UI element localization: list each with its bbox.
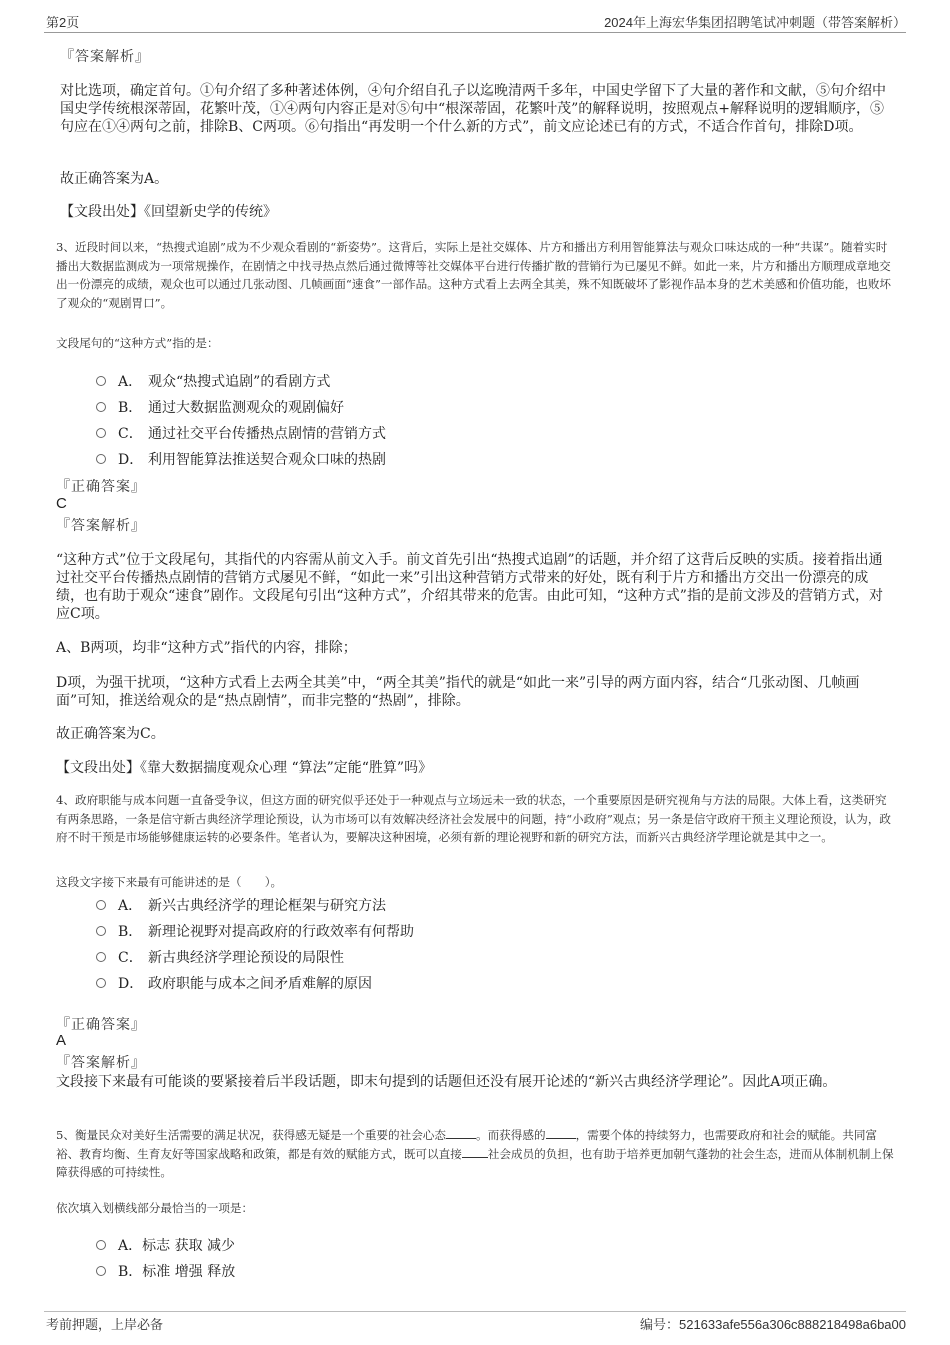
q3-option-d[interactable] [96,449,386,469]
document-title: 2024年上海宏华集团招聘笔试冲刺题（带答案解析） [604,15,906,30]
blank-3 [462,1146,488,1158]
q3-source: 【文段出处】《靠大数据揣度观众心理 “算法”定能“胜算”吗》 [56,760,433,776]
q3-option-a[interactable] [96,371,330,391]
footer-slogan: 考前押题，上岸必备 [46,1318,164,1333]
q4-option-d[interactable] [96,973,372,993]
radio-icon[interactable] [96,1266,106,1276]
radio-icon[interactable] [96,1240,106,1250]
q5-option-a[interactable] [96,1235,235,1255]
radio-icon[interactable] [96,376,106,386]
q5-stem-part: ，需要个体的持续努力，也需要政府和社会的赋能。共同富裕、教育均衡、生育友好等国家战略和政策，都是有效的赋能方式，既可以直接 [56,1128,878,1161]
option-letter: B． [118,1264,143,1280]
q3-answer: C [56,495,67,512]
radio-icon[interactable] [96,454,106,464]
footer-divider [44,1311,906,1312]
radio-icon[interactable] [96,402,106,412]
option-letter: C． [118,426,143,442]
q4-option-b[interactable] [96,921,414,941]
q3-conclusion: 故正确答案为C。 [56,726,165,742]
q4-stem: 4、政府职能与成本问题一直备受争议，但这方面的研究似乎还处于一种观点与立场远未一致的状态，一个重要原因是研究视角与方法的局限。大体上看，这类研究有两条思路，一条是信守新古典经济学理论预设，认为市场可以有效解决经济社会发展中的问题，持“小政府”观点；另一条是信守政府干预主义理论预设，认为，政府不时干预是市场能够健康运转的必要条件。笔者认为，要解决这种困境，必须有新的理论视野和新的研究方法，而新兴古典经济学理论就是其中之一。 [56,793,892,844]
q2-conclusion: 故正确答案为A。 [60,171,169,187]
document-id: 编号：521633afe556a306c888218498a6ba00 [639,1317,906,1332]
q5-question: 依次填入划横线部分最恰当的一项是： [56,1201,254,1215]
q4-analysis: 文段接下来最有可能谈的要紧接着后半段话题，即末句提到的话题但还没有展开论述的“新兴古典经济学理论”。因此A项正确。 [56,1074,837,1090]
radio-icon[interactable] [96,900,106,910]
option-letter: A． [118,1238,143,1254]
q5-stem-part: 。而获得感的 [475,1128,546,1142]
q3-analysis-2: A、B两项，均非“这种方式”指代的内容，排除； [56,640,357,656]
q3-question: 文段尾句的“这种方式”指的是： [56,336,219,350]
option-text: 观众“热搜式追剧”的看剧方式 [148,374,331,390]
option-letter: C． [118,950,143,966]
option-letter: B． [118,400,143,416]
option-text: 新兴古典经济学的理论框架与研究方法 [148,898,386,914]
q4-answer: A [56,1032,67,1049]
page-number: 第2页 [46,15,80,30]
q5-stem [56,1126,896,1182]
correct-answer-label: 『正确答案』 [56,479,146,495]
q3-analysis-3: D项，为强干扰项，“这种方式看上去两全其美”中，“两全其美”指代的就是“如此一来”引导的两方面内容，结合“几张动图、几帧画面”可知，推送给观众的是“热点剧情”，而非完整的“热剧”，排除。 [56,675,860,709]
option-text: 通过社交平台传播热点剧情的营销方式 [148,426,386,442]
answer-analysis-label: 『答案解析』 [60,49,150,65]
option-text: 新古典经济学理论预设的局限性 [148,950,344,966]
radio-icon[interactable] [96,926,106,936]
q3-option-b[interactable] [96,397,344,417]
q5-option-b[interactable] [96,1261,235,1281]
blank-2 [546,1127,576,1139]
blank-1 [446,1127,476,1139]
q5-stem-part: 5、衡量民众对美好生活需要的满足状况，获得感无疑是一个重要的社会心态 [56,1128,446,1142]
radio-icon[interactable] [96,978,106,988]
option-text: 标准 增强 释放 [142,1264,236,1280]
option-letter: A． [118,374,143,390]
correct-answer-label: 『正确答案』 [56,1017,146,1033]
option-letter: D． [118,976,144,992]
q3-analysis-1: “这种方式”位于文段尾句，其指代的内容需从前文入手。前文首先引出“热搜式追剧”的话题，并介绍了这背后反映的实质。接着指出通过社交平台传播热点剧情的营销方式屡见不鲜，“如此一来”引出这种营销方式带来的好处，既有利于片方和播出方交出一份漂亮的成绩，也有助于观众“速食”剧作。文段尾句引出“这种方式”，介绍其带来的危害。由此可知，“这种方式”指的是前文涉及的营销方式，对应C项。 [56,552,883,622]
q4-option-a[interactable] [96,895,386,915]
option-letter: D． [118,452,144,468]
option-letter: B． [118,924,143,940]
option-text: 通过大数据监测观众的观剧偏好 [148,400,344,416]
option-text: 政府职能与成本之间矛盾难解的原因 [148,976,372,992]
q5-stem-part: 社会成员的负担，也有助于培养更加朝气蓬勃的社会生态，进而从体制机制上保障获得感的可持续性。 [56,1146,894,1179]
q4-option-c[interactable] [96,947,344,967]
option-text: 新理论视野对提高政府的行政效率有何帮助 [148,924,414,940]
option-letter: A． [118,898,143,914]
q2-source: 【文段出处】《回望新史学的传统》 [60,204,277,220]
radio-icon[interactable] [96,428,106,438]
q2-analysis: 对比选项，确定首句。①句介绍了多种著述体例，④句介绍自孔子以迄晚清两千多年，中国史学留下了大量的著作和文献，⑤句介绍中国史学传统根深蒂固，花繁叶茂，①④两句内容正是对⑤句中“根深蒂固，花繁叶茂”的解释说明，按照观点+解释说明的逻辑顺序，⑤句应在①④两句之前，排除B、C两项。⑥句指出“再发明一个什么新的方式”，前文应论述已有的方式，不适合作首句，排除D项。 [60,83,886,135]
option-text: 标志 获取 减少 [142,1238,236,1254]
answer-analysis-label: 『答案解析』 [56,518,146,534]
radio-icon[interactable] [96,952,106,962]
header-divider [44,32,906,33]
answer-analysis-label: 『答案解析』 [56,1055,146,1071]
q3-stem: 3、近段时间以来，“热搜式追剧”成为不少观众看剧的“新姿势”。这背后，实际上是社交媒体、片方和播出方利用智能算法与观众口味达成的一种“共谋”。随着实时播出大数据监测成为一项常规操作，在剧情之中找寻热点然后通过微博等社交媒体平台进行传播扩散的营销行为已屡见不鲜。如此一来，片方和播出方顺理成章地交出一份漂亮的成绩，观众也可以通过几张动图、几帧画面“速食”一部作品。这种方式看上去两全其美，殊不知既破坏了影视作品本身的艺术美感和价值功能，也败坏了观众的“观剧胃口”。 [56,240,892,310]
option-text: 利用智能算法推送契合观众口味的热剧 [148,452,386,468]
q3-option-c[interactable] [96,423,386,443]
q4-question: 这段文字接下来最有可能讲述的是（ ）。 [56,875,283,889]
